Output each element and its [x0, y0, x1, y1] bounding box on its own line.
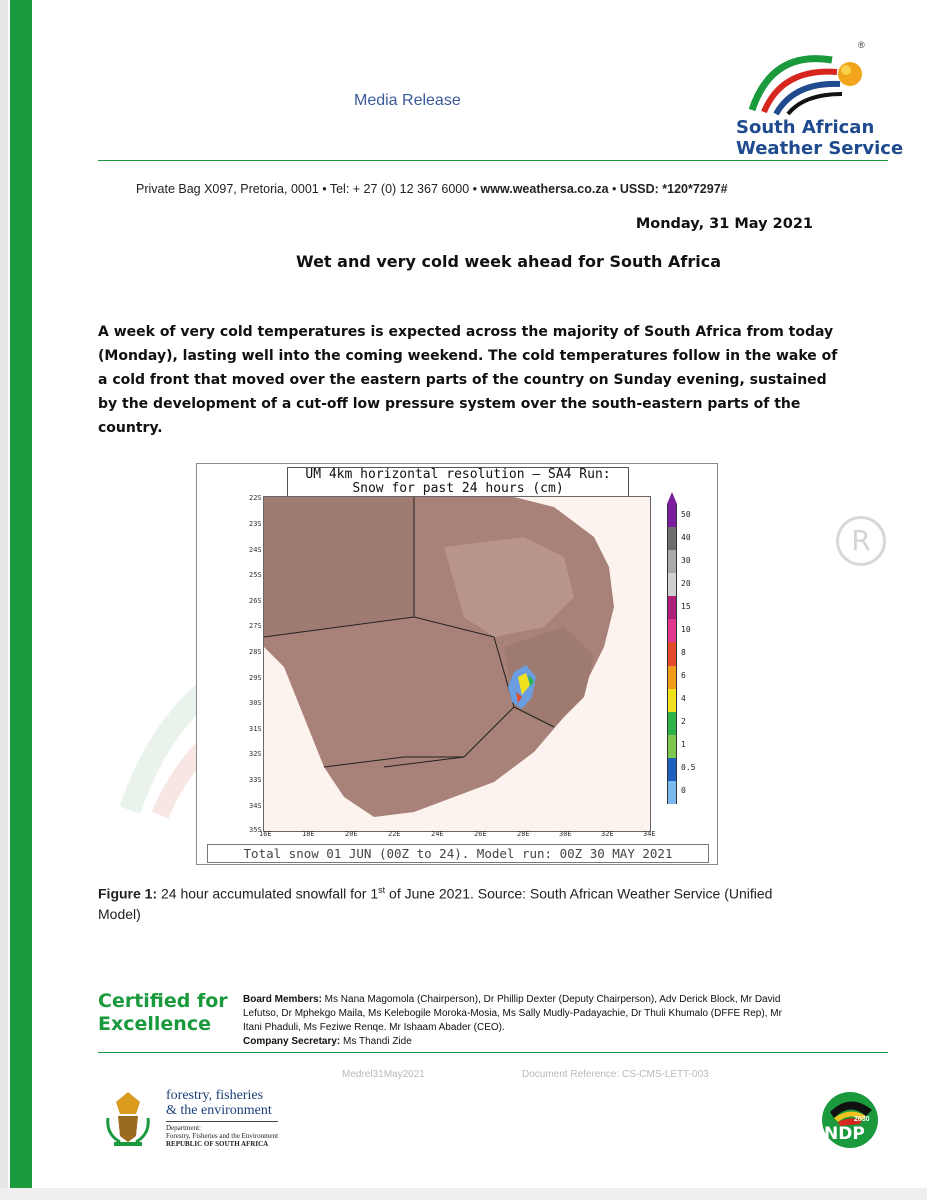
header-divider	[98, 160, 888, 161]
colorbar-segment	[667, 504, 677, 527]
page-edge	[0, 0, 8, 1200]
colorbar-label: 8	[681, 648, 686, 657]
colorbar-segment	[667, 527, 677, 550]
saws-logo-name	[736, 117, 903, 159]
board-label: Board Members:	[243, 994, 322, 1005]
colorbar-segment	[667, 735, 677, 758]
page-bottom-edge	[0, 1188, 927, 1200]
colorbar-segment	[667, 596, 677, 619]
cert-line2: Excellence	[98, 1013, 211, 1035]
colorbar-segment	[667, 712, 677, 735]
contact-line	[136, 182, 728, 196]
lat-label: 34S	[249, 802, 262, 810]
colorbar-segment	[667, 573, 677, 596]
lat-label: 25S	[249, 571, 262, 579]
document-name: Medrel31May2021	[342, 1069, 425, 1080]
document-reference: Document Reference: CS-CMS-LETT-003	[522, 1069, 709, 1080]
headline: Wet and very cold week ahead for South Africa	[296, 252, 721, 271]
figure-footer: Total snow 01 JUN (00Z to 24). Model run: 00Z 30 MAY 2021	[207, 844, 709, 863]
colorbar-label: 20	[681, 578, 691, 588]
colorbar-label: 4	[681, 694, 686, 704]
lat-label: 30S	[249, 699, 262, 707]
secretary-text: Ms Thandi Zide	[340, 1036, 412, 1047]
dept-sub1: Department:	[166, 1124, 201, 1132]
dept-subtitle	[166, 1121, 278, 1148]
colorbar-label: 50	[681, 509, 691, 519]
colorbar-segment	[667, 666, 677, 689]
board-members	[243, 993, 783, 1049]
caption-sup: st	[378, 885, 386, 895]
snow-map-figure	[196, 463, 718, 865]
colorbar-label: 15	[681, 601, 691, 611]
dept-text	[166, 1088, 278, 1148]
figure-caption	[98, 880, 818, 924]
lat-label: 26S	[249, 597, 262, 605]
lon-label: 24E	[431, 830, 444, 838]
colorbar-segment	[667, 550, 677, 573]
colorbar-label: 30	[681, 555, 691, 565]
colorbar-segment	[667, 619, 677, 642]
colorbar-label: 1	[681, 740, 686, 750]
colorbar-label: 0	[681, 786, 686, 796]
dept-sub2: Forestry, Fisheries and the Environment	[166, 1132, 279, 1140]
lon-label: 26E	[474, 830, 487, 838]
snow-colorbar	[667, 504, 677, 804]
lat-label: 24S	[249, 546, 262, 554]
ndp-text: NDP	[824, 1124, 865, 1144]
colorbar-label: 2	[681, 717, 686, 727]
lon-label: 28E	[517, 830, 530, 838]
caption-text-b: of June 2021. Source: South African Weather Service (Unified Model)	[98, 885, 773, 922]
south-africa-map	[264, 497, 650, 831]
registered-mark: ®	[858, 40, 865, 50]
figure-title-line1: UM 4km horizontal resolution – SA4 Run:	[305, 467, 611, 482]
logo-name-line1: South African	[736, 117, 875, 138]
lat-label: 35S	[249, 826, 262, 834]
lon-label: 16E	[259, 830, 272, 838]
caption-label: Figure 1:	[98, 885, 158, 902]
colorbar-segment	[667, 758, 677, 781]
map-plot-area	[263, 496, 651, 832]
cert-line1: Certified for	[98, 990, 228, 1012]
release-date: Monday, 31 May 2021	[635, 216, 813, 232]
lat-label: 27S	[249, 622, 262, 630]
ussd-code: USSD: *120*7297#	[619, 182, 728, 196]
footer-divider	[98, 1052, 888, 1053]
contact-address: Private Bag X097, Pretoria, 0001 • Tel: + 27 (0) 12 367 6000 •	[136, 182, 481, 196]
lat-label: 28S	[249, 648, 262, 656]
lon-label: 30E	[559, 830, 572, 838]
lon-label: 34E	[643, 830, 656, 838]
colorbar-label: 0.5	[681, 763, 696, 773]
lat-label: 23S	[249, 520, 262, 528]
dffe-logo	[100, 1088, 300, 1148]
secretary-label: Company Secretary:	[243, 1036, 341, 1047]
saws-logo	[720, 40, 904, 160]
lon-label: 22E	[388, 830, 401, 838]
media-release-label: Media Release	[354, 92, 461, 109]
ndp-year: 2030	[854, 1116, 870, 1123]
lon-label: 18E	[302, 830, 315, 838]
colorbar-label: 6	[681, 671, 686, 681]
registered-watermark-icon: R	[836, 516, 886, 566]
lon-label: 32E	[601, 830, 614, 838]
figure-title-line2: Snow for past 24 hours (cm)	[352, 481, 564, 496]
ndp-2030-logo	[820, 1090, 880, 1150]
lat-label: 29S	[249, 674, 262, 682]
green-side-bar	[10, 0, 32, 1200]
caption-text-a: 24 hour accumulated snowfall for 1	[157, 885, 379, 902]
board-text: Ms Nana Magomola (Chairperson), Dr Phillip Dexter (Deputy Chairperson), Adv Derick Block, Mr David Lefutso, Dr Mphekgo Maila, Ms Kelebogile Moroka-Mosia, Ms Sally Mudly-Padayachie, Dr Thuli Khumalo (DFFE Rep), Mr Itani Phaduli, Ms Feziwe Renqe. Mr Ishaam Abader (CEO).	[243, 994, 782, 1033]
figure-title	[287, 467, 629, 499]
lon-label: 20E	[345, 830, 358, 838]
contact-separator: •	[608, 182, 620, 196]
colorbar-label: 10	[681, 624, 691, 634]
lat-label: 33S	[249, 776, 262, 784]
lat-label: 31S	[249, 725, 262, 733]
colorbar-arrow-icon	[667, 492, 677, 504]
dept-sub3: REPUBLIC OF SOUTH AFRICA	[166, 1140, 269, 1148]
logo-name-line2: Weather Service	[736, 138, 904, 159]
saws-logo-icon	[742, 40, 882, 120]
dept-name-line1: forestry, fisheries	[166, 1088, 264, 1103]
lat-label: 32S	[249, 750, 262, 758]
certified-for-excellence	[98, 990, 238, 1036]
colorbar-label: 40	[681, 532, 691, 542]
website-link[interactable]: www.weathersa.co.za	[480, 182, 609, 196]
coat-of-arms-icon	[100, 1088, 156, 1148]
lead-paragraph: A week of very cold temperatures is expected across the majority of South Africa from today (Monday), lasting well into the coming weekend. The cold temperatures follow in the wake of a cold front that moved over the eastern parts of the country on Sunday evening, sustained by the development of a cut-off low pressure system over the south-eastern parts of the country.	[98, 324, 838, 436]
colorbar-segment	[667, 642, 677, 665]
dept-name-line2: & the environment	[166, 1103, 272, 1118]
lat-label: 22S	[249, 494, 262, 502]
colorbar-segment	[667, 781, 677, 804]
colorbar-segment	[667, 689, 677, 712]
